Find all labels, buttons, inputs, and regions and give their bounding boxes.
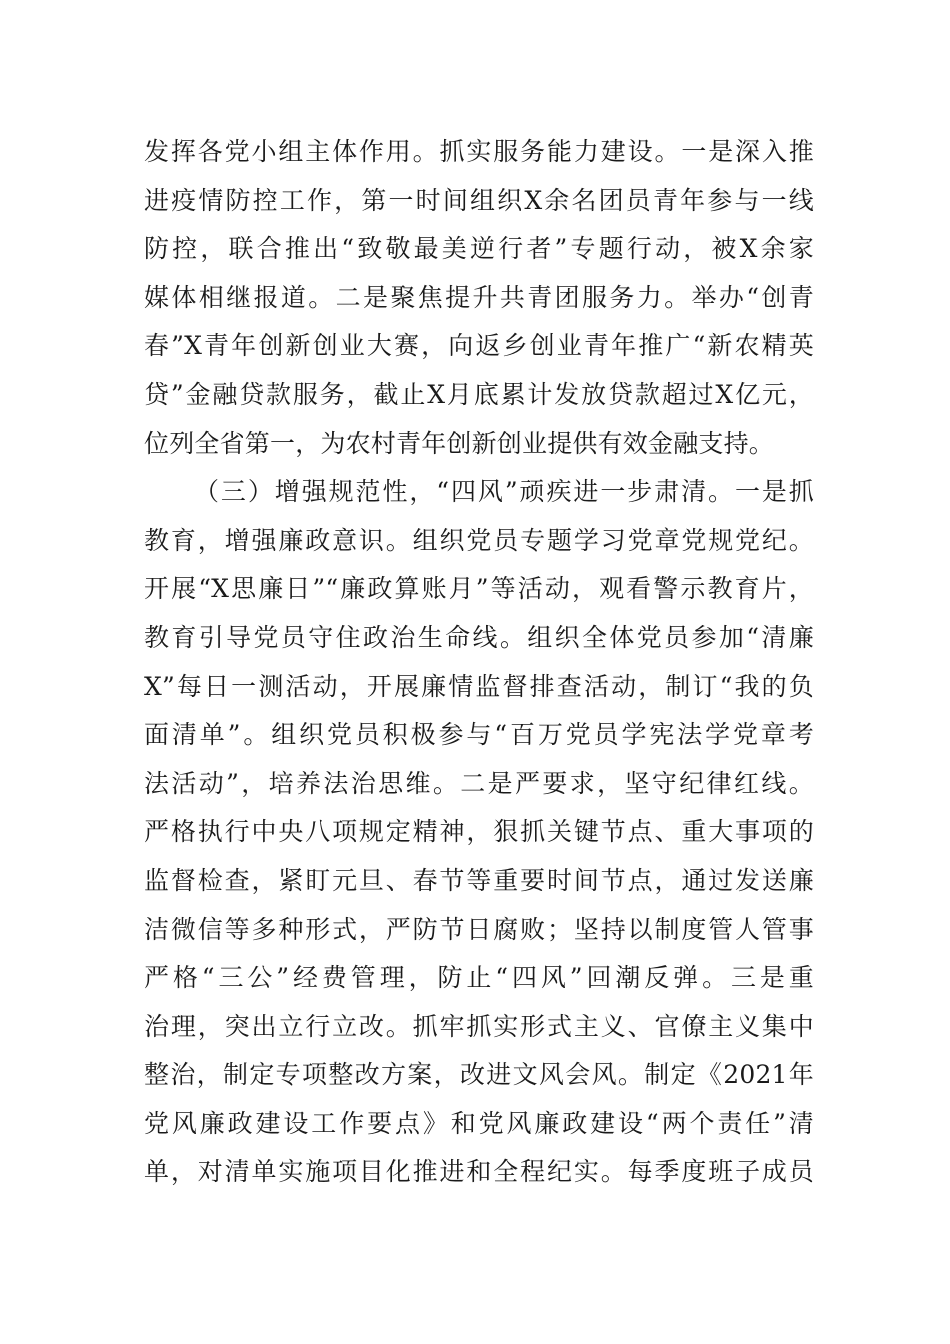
text-line: 媒体相继报道。二是聚焦提升共青团服务力。举办“创青 xyxy=(144,282,814,312)
text-line: 春”X青年创新创业大赛，向返乡创业青年推广“新农精英 xyxy=(144,331,814,361)
text-line: 进疫情防控工作，第一时间组织X余名团员青年参与一线 xyxy=(144,185,814,215)
text-line: X”每日一测活动，开展廉情监督排查活动，制订“我的负 xyxy=(144,671,814,701)
text-line: 防控，联合推出“致敬最美逆行者”专题行动，被X余家 xyxy=(144,234,814,264)
text-line: 教育，增强廉政意识。组织党员专题学习党章党规党纪。 xyxy=(144,525,814,555)
paragraph-last-line: 位列全省第一，为农村青年创新创业提供有效金融支持。 xyxy=(144,428,775,458)
text-line: 治理，突出立行立改。抓牢抓实形式主义、官僚主义集中 xyxy=(144,1011,814,1041)
text-line: 洁微信等多种形式，严防节日腐败；坚持以制度管人管事 xyxy=(144,914,814,944)
text-line: 整治，制定专项整改方案，改进文风会风。制定《2021年 xyxy=(144,1060,814,1090)
text-line: 贷”金融贷款服务，截止X月底累计发放贷款超过X亿元， xyxy=(144,379,814,409)
section-heading-line: （三）增强规范性，“四风”顽疾进一步肃清。一是抓 xyxy=(194,477,814,507)
text-line: 发挥各党小组主体作用。抓实服务能力建设。一是深入推 xyxy=(144,137,814,166)
text-line: 监督检查，紧盯元旦、春节等重要时间节点，通过发送廉 xyxy=(144,865,814,895)
text-line: 党风廉政建设工作要点》和党风廉政建设“两个责任”清 xyxy=(144,1108,814,1138)
text-line: 教育引导党员守住政治生命线。组织全体党员参加“清廉 xyxy=(144,622,814,652)
text-line: 面清单”。组织党员积极参与“百万党员学宪法学党章考 xyxy=(144,720,814,750)
text-line: 开展“X思廉日”“廉政算账月”等活动，观看警示教育片， xyxy=(144,574,814,604)
text-line: 严格执行中央八项规定精神，狠抓关键节点、重大事项的 xyxy=(144,817,814,847)
text-line: 法活动”，培养法治思维。二是严要求，坚守纪律红线。 xyxy=(144,768,814,798)
text-line: 严格“三公”经费管理，防止“四风”回潮反弹。三是重 xyxy=(144,963,814,993)
body-text xyxy=(144,128,814,1197)
text-line: 单，对清单实施项目化推进和全程纪实。每季度班子成员 xyxy=(144,1157,814,1187)
